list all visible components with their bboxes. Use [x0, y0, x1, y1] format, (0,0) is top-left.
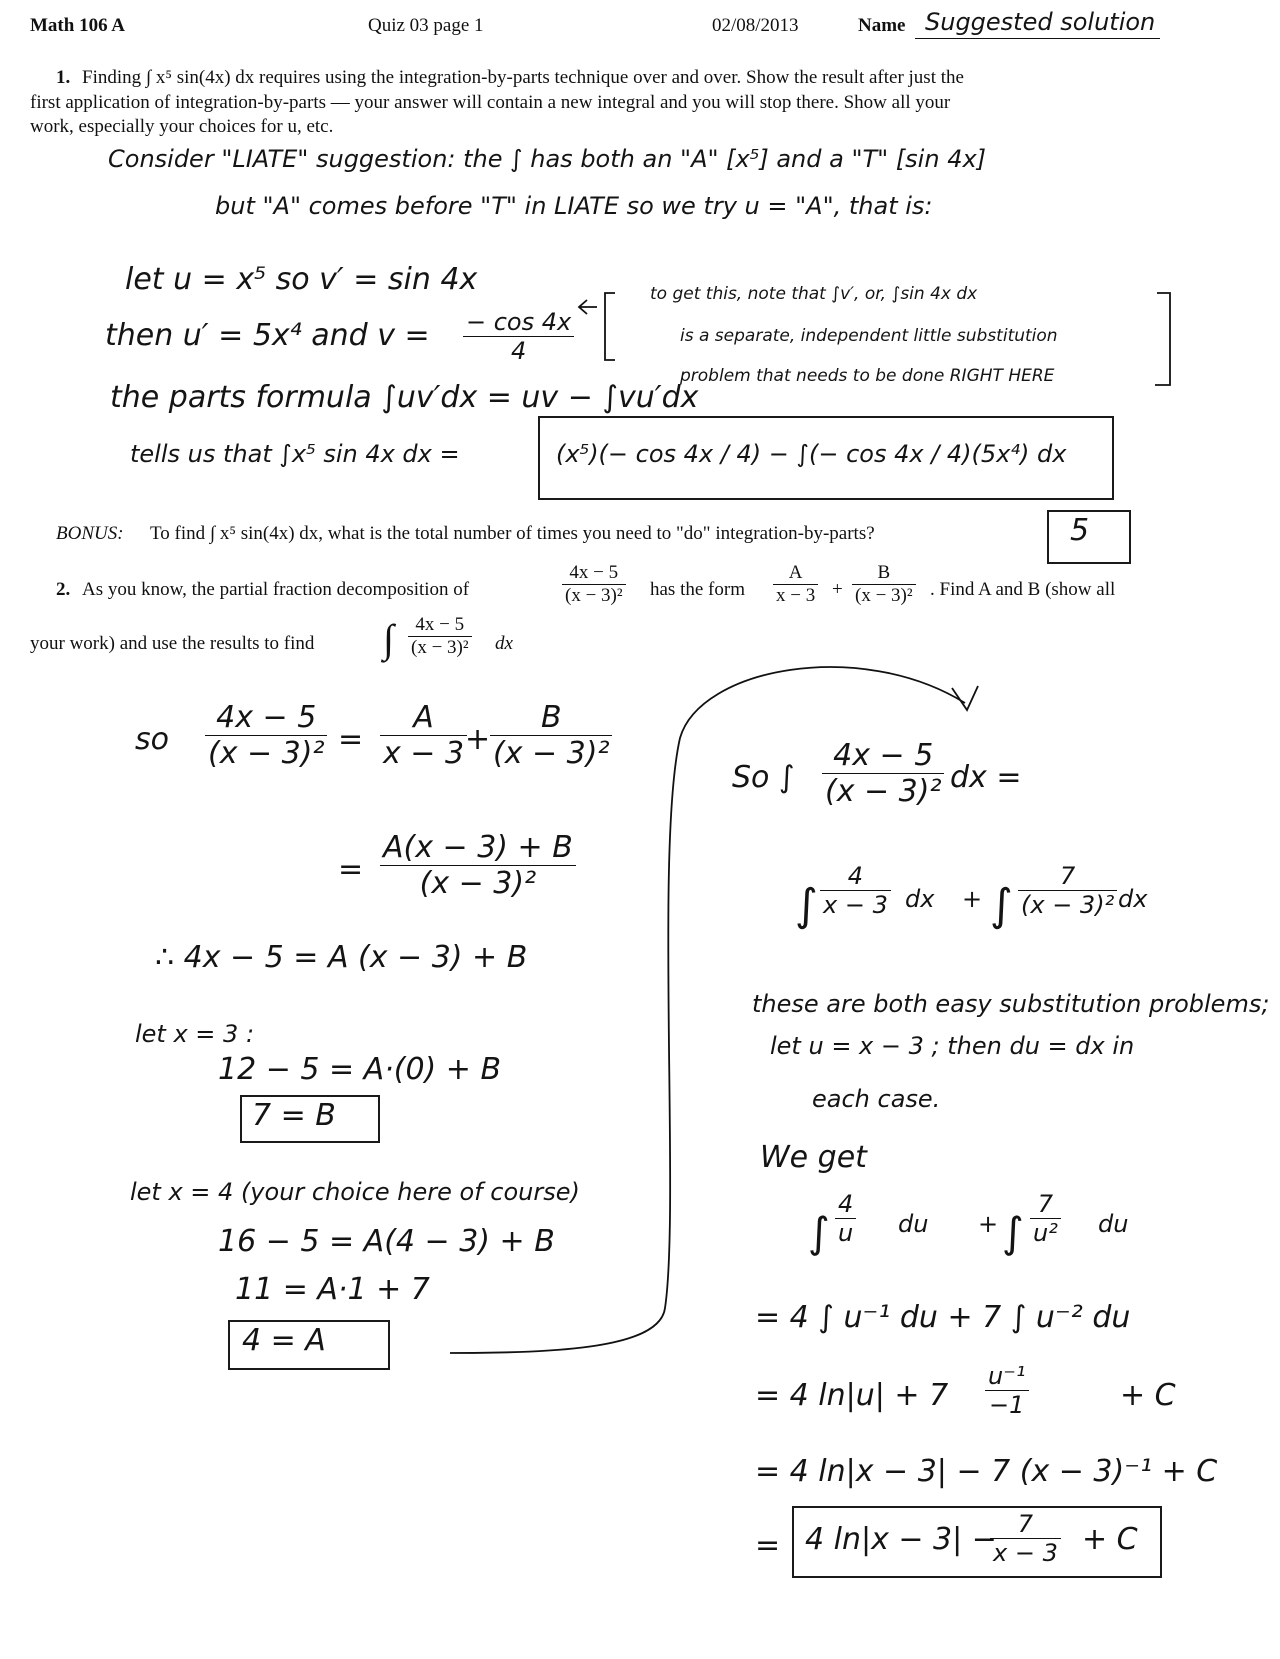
problem2-b-num: B	[852, 562, 916, 585]
u-plus: +	[978, 1210, 999, 1238]
note-line2: is a separate, independent little substitution	[680, 326, 1058, 346]
step1: = 4 ∫ u⁻¹ du + 7 ∫ u⁻² du	[755, 1300, 1131, 1335]
so-integral-tail: dx =	[950, 760, 1022, 795]
then-u-line: then u′ = 5x⁴ and v =	[105, 318, 430, 353]
step2-den: −1	[989, 1391, 1025, 1419]
step2-constant: + C	[1120, 1378, 1176, 1413]
split2-num: 7	[1018, 862, 1117, 891]
problem2-fraction	[562, 562, 626, 607]
problem2-frac-den: (x − 3)²	[565, 585, 623, 606]
quiz-label: Quiz 03 page 1	[368, 15, 484, 36]
combined-num: A(x − 3) + B	[380, 830, 576, 866]
so-integral-fraction	[822, 738, 944, 809]
problem1-number: 1.	[56, 67, 71, 88]
final-equals: =	[755, 1528, 781, 1563]
b-answer: 7 = B	[252, 1098, 336, 1133]
note-line1: to get this, note that ∫v′, or, ∫sin 4x dx	[650, 284, 978, 304]
note-line3: problem that needs to be done RIGHT HERE	[680, 366, 1055, 386]
v-denominator: 4	[510, 337, 527, 365]
u-fraction-1	[835, 1190, 856, 1247]
so-int-den: (x − 3)²	[825, 774, 942, 809]
combined-den: (x − 3)²	[419, 866, 537, 901]
split-plus: +	[962, 885, 983, 913]
bonus-text: To find ∫ x⁵ sin(4x) dx, what is the total number of times you need to "do" integration-by-parts?	[150, 523, 875, 544]
liate-line1: Consider "LIATE" suggestion: the ∫ has both an "A" [x⁵] and a "T" [sin 4x]	[108, 145, 987, 173]
final-constant: + C	[1082, 1522, 1138, 1557]
split-fraction-1	[820, 862, 891, 919]
eval-x4b: 11 = A·1 + 7	[235, 1272, 430, 1307]
final-fraction	[990, 1510, 1061, 1567]
split-dx-2: dx	[1118, 885, 1148, 913]
so-int-num: 4x − 5	[822, 738, 944, 774]
let-x3: let x = 3 :	[135, 1020, 255, 1048]
problem2-b-fraction	[852, 562, 916, 607]
lhs-fraction	[205, 700, 327, 771]
quiz-date: 02/08/2013	[712, 15, 799, 36]
substitution-note1: these are both easy substitution problems;	[752, 990, 1270, 1018]
problem2-a-den: x − 3	[776, 585, 816, 606]
name-underline	[915, 38, 1160, 39]
split-integral-2-sign: ∫	[990, 880, 1013, 931]
step2: = 4 ln|u| + 7	[755, 1378, 949, 1413]
split1-den: x − 3	[823, 891, 888, 919]
problem2-intro: As you know, the partial fraction decomposition of	[82, 579, 470, 600]
step2-num: u⁻¹	[985, 1362, 1029, 1391]
problem2-tail: . Find A and B (show all	[930, 579, 1116, 600]
split1-num: 4	[820, 862, 891, 891]
u1-num: 4	[835, 1190, 856, 1219]
rhs-plus: +	[465, 722, 491, 757]
split-integral-1-sign: ∫	[795, 880, 818, 931]
so-label: so	[135, 722, 169, 757]
lhs-den: (x − 3)²	[208, 736, 325, 771]
substitution-note2: let u = x − 3 ; then du = dx in	[770, 1032, 1135, 1060]
parts-answer: (x⁵)(− cos 4x / 4) − ∫(− cos 4x / 4)(5x⁴) dx	[556, 440, 1067, 468]
u2-den: u²	[1033, 1219, 1058, 1247]
split-fraction-2	[1018, 862, 1117, 919]
therefore-line: ∴ 4x − 5 = A (x − 3) + B	[155, 940, 528, 975]
bonus-label: BONUS:	[56, 523, 124, 544]
problem2-b-den: (x − 3)²	[855, 585, 913, 606]
eval-x3: 12 − 5 = A·(0) + B	[218, 1052, 502, 1087]
we-get: We get	[760, 1140, 867, 1175]
lhs-num: 4x − 5	[205, 700, 327, 736]
problem2-integral-sign: ∫	[383, 616, 394, 661]
problem2-line2: your work) and use the results to find	[30, 633, 315, 654]
rhs-b-den: (x − 3)²	[493, 736, 610, 771]
problem2-a-fraction	[773, 562, 818, 607]
bonus-answer: 5	[1070, 513, 1090, 548]
final-answer: 4 ln|x − 3| −	[805, 1522, 997, 1557]
problem2-has-form: has the form	[650, 579, 745, 600]
course-title: Math 106 A	[30, 15, 125, 36]
u-integral-2-sign: ∫	[1002, 1208, 1024, 1257]
split2-den: (x − 3)²	[1021, 891, 1115, 919]
problem2-integrand-num: 4x − 5	[408, 614, 472, 637]
let-x4: let x = 4 (your choice here of course)	[130, 1178, 580, 1206]
u-integral-1-sign: ∫	[808, 1208, 830, 1257]
lhs-eq: =	[338, 722, 364, 757]
combined-eq: =	[338, 852, 364, 887]
step2-fraction	[985, 1362, 1029, 1419]
tells-us-line: tells us that ∫x⁵ sin 4x dx =	[130, 440, 460, 468]
rhs-a-den: x − 3	[383, 736, 465, 771]
u-du-1: du	[898, 1210, 929, 1238]
problem1-line3: work, especially your choices for u, etc.	[30, 116, 334, 137]
final-den: x − 3	[993, 1539, 1058, 1567]
v-numerator: − cos 4x	[463, 308, 574, 337]
final-num: 7	[990, 1510, 1061, 1539]
u2-num: 7	[1030, 1190, 1061, 1219]
u1-den: u	[838, 1219, 854, 1247]
problem1-line1: Finding ∫ x⁵ sin(4x) dx requires using the integration-by-parts technique over and over. Show the result after just the	[82, 67, 964, 88]
split-dx-1: dx	[905, 885, 935, 913]
problem2-a-num: A	[773, 562, 818, 585]
rhs-b-num: B	[490, 700, 612, 736]
step3: = 4 ln|x − 3| − 7 (x − 3)⁻¹ + C	[755, 1454, 1218, 1489]
problem2-dx: dx	[495, 633, 513, 654]
problem2-integrand-den: (x − 3)²	[411, 637, 469, 658]
so-integral: So ∫	[732, 760, 795, 795]
rhs-a-num: A	[380, 700, 467, 736]
problem1-line2: first application of integration-by-parts — your answer will contain a new integral and you will stop there. Show all your	[30, 92, 951, 113]
note-arrow	[579, 300, 597, 314]
parts-formula: the parts formula ∫uv′dx = uv − ∫vu′dx	[110, 380, 699, 415]
substitution-note3: each case.	[812, 1085, 941, 1113]
u-du-2: du	[1098, 1210, 1129, 1238]
name-value: Suggested solution	[925, 8, 1156, 36]
u-fraction-2	[1030, 1190, 1061, 1247]
let-u-line: let u = x⁵ so v′ = sin 4x	[125, 262, 478, 297]
liate-line2: but "A" comes before "T" in LIATE so we try u = "A", that is:	[215, 192, 933, 220]
problem2-number: 2.	[56, 579, 71, 600]
a-answer: 4 = A	[242, 1323, 326, 1358]
name-label: Name	[858, 15, 906, 36]
problem2-frac-num: 4x − 5	[562, 562, 626, 585]
eval-x4a: 16 − 5 = A(4 − 3) + B	[218, 1224, 555, 1259]
problem2-plus: +	[832, 579, 843, 600]
v-fraction	[463, 308, 574, 365]
